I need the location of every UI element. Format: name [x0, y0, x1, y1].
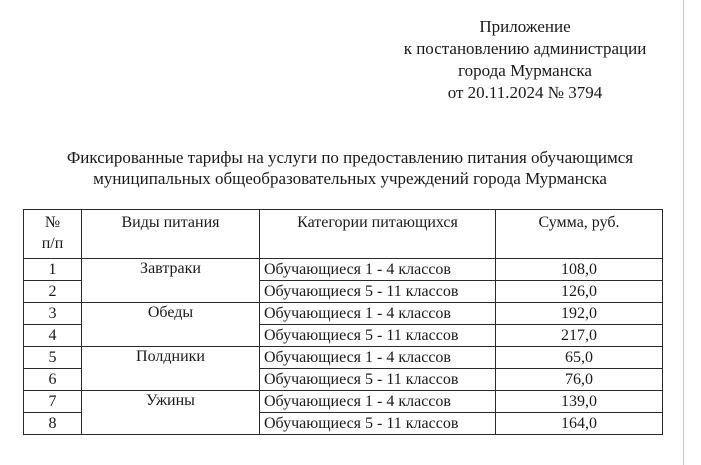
table-row: [24, 259, 663, 281]
sum-cell: 76,0: [496, 369, 663, 391]
sum-cell: 108,0: [496, 259, 663, 281]
appendix-line: от 20.11.2024 № 3794: [447, 83, 603, 102]
sum-cell: 217,0: [496, 325, 663, 347]
row-number: 5: [24, 347, 82, 369]
table-row: [24, 347, 663, 369]
header-number-line1: №: [44, 214, 61, 231]
category-cell: Обучающиеся 1 - 4 классов: [260, 303, 496, 325]
appendix-line: Приложение: [479, 17, 571, 36]
row-number: 8: [24, 413, 82, 435]
title-line: Фиксированные тарифы на услуги по предоставлению питания обучающимся: [66, 148, 634, 167]
meal-type-cell: Полдники: [82, 347, 260, 391]
appendix-line: к постановлению администрации: [403, 39, 647, 58]
row-number: 4: [24, 325, 82, 347]
sum-cell: 164,0: [496, 413, 663, 435]
appendix-block: [380, 16, 670, 104]
row-number: 2: [24, 281, 82, 303]
table-row: [24, 391, 663, 413]
category-cell: Обучающиеся 5 - 11 классов: [260, 413, 496, 435]
page-edge-divider: [683, 0, 684, 465]
category-cell: Обучающиеся 1 - 4 классов: [260, 347, 496, 369]
row-number: 7: [24, 391, 82, 413]
document-title: [20, 147, 680, 189]
title-line: муниципальных общеобразовательных учреждений города Мурманска: [93, 169, 607, 188]
meal-type-cell: Ужины: [82, 391, 260, 435]
row-number: 1: [24, 259, 82, 281]
sum-cell: 65,0: [496, 347, 663, 369]
row-number: 3: [24, 303, 82, 325]
meal-type-cell: Обеды: [82, 303, 260, 347]
header-meal-type: Виды питания: [82, 210, 260, 259]
header-sum: Сумма, руб.: [496, 210, 663, 259]
header-number: [24, 210, 82, 259]
table-row: [24, 303, 663, 325]
row-number: 6: [24, 369, 82, 391]
category-cell: Обучающиеся 5 - 11 классов: [260, 369, 496, 391]
header-category: Категории питающихся: [260, 210, 496, 259]
category-cell: Обучающиеся 5 - 11 классов: [260, 281, 496, 303]
sum-cell: 139,0: [496, 391, 663, 413]
meal-type-cell: Завтраки: [82, 259, 260, 303]
category-cell: Обучающиеся 1 - 4 классов: [260, 391, 496, 413]
table-header-row: [24, 210, 663, 259]
tariffs-table: [23, 209, 663, 435]
category-cell: Обучающиеся 1 - 4 классов: [260, 259, 496, 281]
appendix-line: города Мурманска: [458, 61, 592, 80]
sum-cell: 126,0: [496, 281, 663, 303]
sum-cell: 192,0: [496, 303, 663, 325]
header-number-line2: п/п: [41, 235, 64, 252]
category-cell: Обучающиеся 5 - 11 классов: [260, 325, 496, 347]
